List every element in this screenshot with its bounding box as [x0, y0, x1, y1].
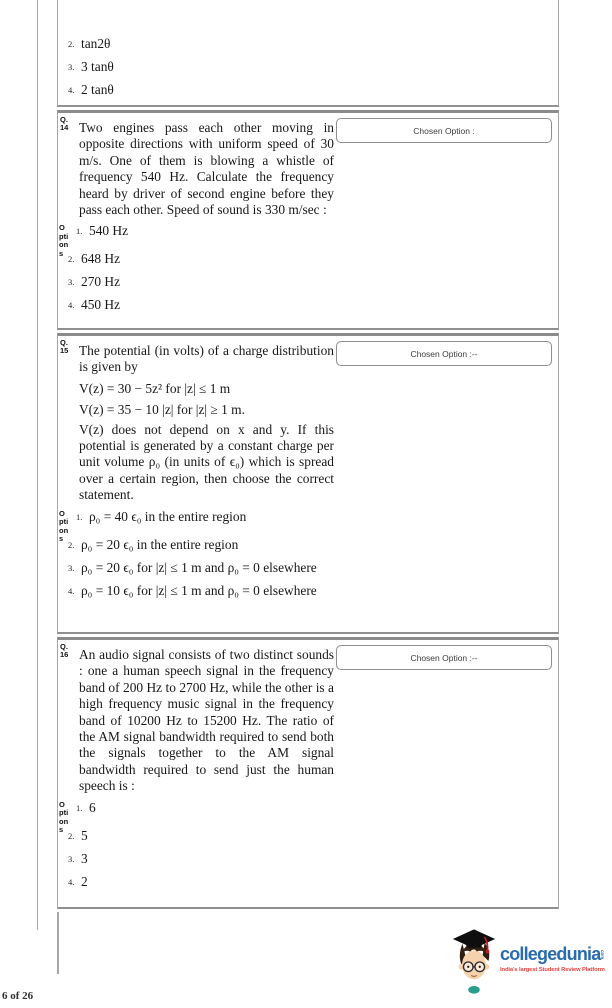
question-number-value: 16 — [60, 650, 69, 659]
chosen-option-box — [336, 645, 552, 670]
options-label: Options — [59, 799, 69, 835]
option-number: 3. — [68, 853, 75, 864]
question-number-label: Q. — [60, 642, 68, 651]
question-block-partial — [57, 0, 559, 107]
question-paragraph: An audio signal consists of two distinct sounds : one a human speech signal in the frequency band of 200 Hz to 2700 Hz, while the other is a high frequency music signal in the frequency band of 10200 Hz to 15200 Hz. The ratio of the AM signal bandwidth required to send both the signals together to the AM signal bandwidth required to send just the human speech is : — [79, 647, 334, 794]
option-row — [58, 851, 558, 867]
chosen-option-box — [336, 118, 552, 143]
option-text: ρ₀ = 40 ϵ₀ in the entire region — [89, 508, 247, 524]
option-row — [58, 874, 558, 890]
question-column — [57, 0, 559, 974]
option-number: 4. — [68, 876, 75, 887]
option-text: 3 tanθ — [81, 59, 114, 74]
question-text — [79, 120, 334, 218]
option-text: ρ₀ = 10 ϵ₀ for |z| ≤ 1 m and ρ₀ = 0 elsewhere — [81, 582, 317, 598]
option-number: 3. — [68, 277, 75, 288]
question-paragraph: V(z) does not depend on x and y. If this potential is generated by a constant charge per unit volume ρ₀ (in units of ϵ₀) which is spread over a certain region, then choose the correct statement. — [79, 421, 334, 503]
option-text: 450 Hz — [81, 297, 121, 313]
option-number: 4. — [68, 300, 75, 311]
option-row — [58, 828, 558, 844]
option-row — [58, 223, 558, 239]
option-number: 2. — [68, 830, 75, 841]
option-text: ρ₀ = 20 ϵ₀ in the entire region — [81, 536, 239, 552]
option-number: 1. — [76, 802, 83, 813]
equation-line: V(z) = 30 − 5z² for |z| ≤ 1 m — [79, 380, 231, 396]
question-number-label: Q. — [60, 338, 68, 347]
option-row — [58, 274, 558, 290]
chosen-option-label: Chosen Option :-- — [410, 348, 478, 359]
option-row — [58, 537, 558, 553]
question-paragraph: The potential (in volts) of a charge distribution is given by — [79, 343, 334, 375]
option-text: 5 — [81, 827, 88, 843]
option-row — [58, 583, 558, 599]
option-row — [58, 82, 558, 98]
equation-line: V(z) = 35 − 10 |z| for |z| ≥ 1 m. — [79, 402, 245, 418]
option-text: 540 Hz — [89, 223, 129, 239]
question-number — [60, 643, 77, 659]
collegedunia-logo — [450, 928, 610, 996]
option-text: ρ₀ = 20 ϵ₀ for |z| ≤ 1 m and ρ₀ = 0 elsewhere — [81, 559, 317, 575]
question-number — [60, 116, 77, 132]
options-section — [58, 223, 558, 313]
option-text: tan2θ — [81, 36, 111, 51]
options-section — [58, 800, 558, 890]
option-number: 2. — [68, 39, 75, 49]
options-label: Options — [59, 508, 69, 544]
question-block-14 — [57, 110, 559, 330]
question-number-label: Q. — [60, 115, 68, 124]
option-text: 3 — [81, 850, 88, 866]
option-number: 3. — [68, 562, 75, 573]
option-row — [58, 251, 558, 267]
option-number: 4. — [68, 85, 75, 95]
options-label: Options — [59, 223, 69, 258]
option-text: 648 Hz — [81, 251, 121, 267]
option-number: 3. — [68, 62, 75, 72]
option-row — [58, 297, 558, 313]
options-section — [58, 509, 558, 599]
option-text: 2 — [81, 873, 88, 889]
option-number: 1. — [76, 511, 83, 522]
option-number: 1. — [76, 226, 83, 237]
option-text: 2 tanθ — [81, 82, 114, 97]
chosen-option-label: Chosen Option :-- — [410, 652, 478, 663]
chosen-option-box — [336, 341, 552, 366]
brand-name: collegedunia — [500, 944, 601, 964]
option-row — [58, 36, 558, 52]
question-block-16 — [57, 637, 559, 909]
logo-text — [500, 945, 605, 973]
option-number: 2. — [68, 539, 75, 550]
question-paragraph: Two engines pass each other moving in opposite directions with uniform speed of 30 m/s. One of them is blowing a whistle of frequency 540 Hz. Calculate the frequency heard by driver of second engine before they pass each other. Speed of sound is 330 m/sec : — [79, 120, 334, 218]
brand-tld: com — [600, 950, 606, 960]
chosen-option-label: Chosen Option : — [413, 125, 475, 136]
option-row — [58, 560, 558, 576]
page-number: 6 of 26 — [2, 990, 34, 1002]
option-row — [58, 800, 558, 816]
brand-tagline: India's largest Student Review Platform — [500, 967, 605, 973]
option-row — [58, 509, 558, 525]
option-row — [58, 59, 558, 75]
collegedunia-mascot-icon — [450, 928, 498, 996]
question-number-value: 14 — [60, 123, 69, 132]
question-number-value: 15 — [60, 346, 69, 355]
option-text: 6 — [89, 799, 96, 815]
question-block-15 — [57, 333, 559, 634]
question-text — [79, 647, 334, 795]
page-left-rule — [37, 0, 38, 930]
question-number — [60, 339, 77, 355]
question-text — [79, 343, 334, 504]
option-number: 2. — [68, 254, 75, 265]
option-number: 4. — [68, 585, 75, 596]
option-text: 270 Hz — [81, 274, 121, 290]
